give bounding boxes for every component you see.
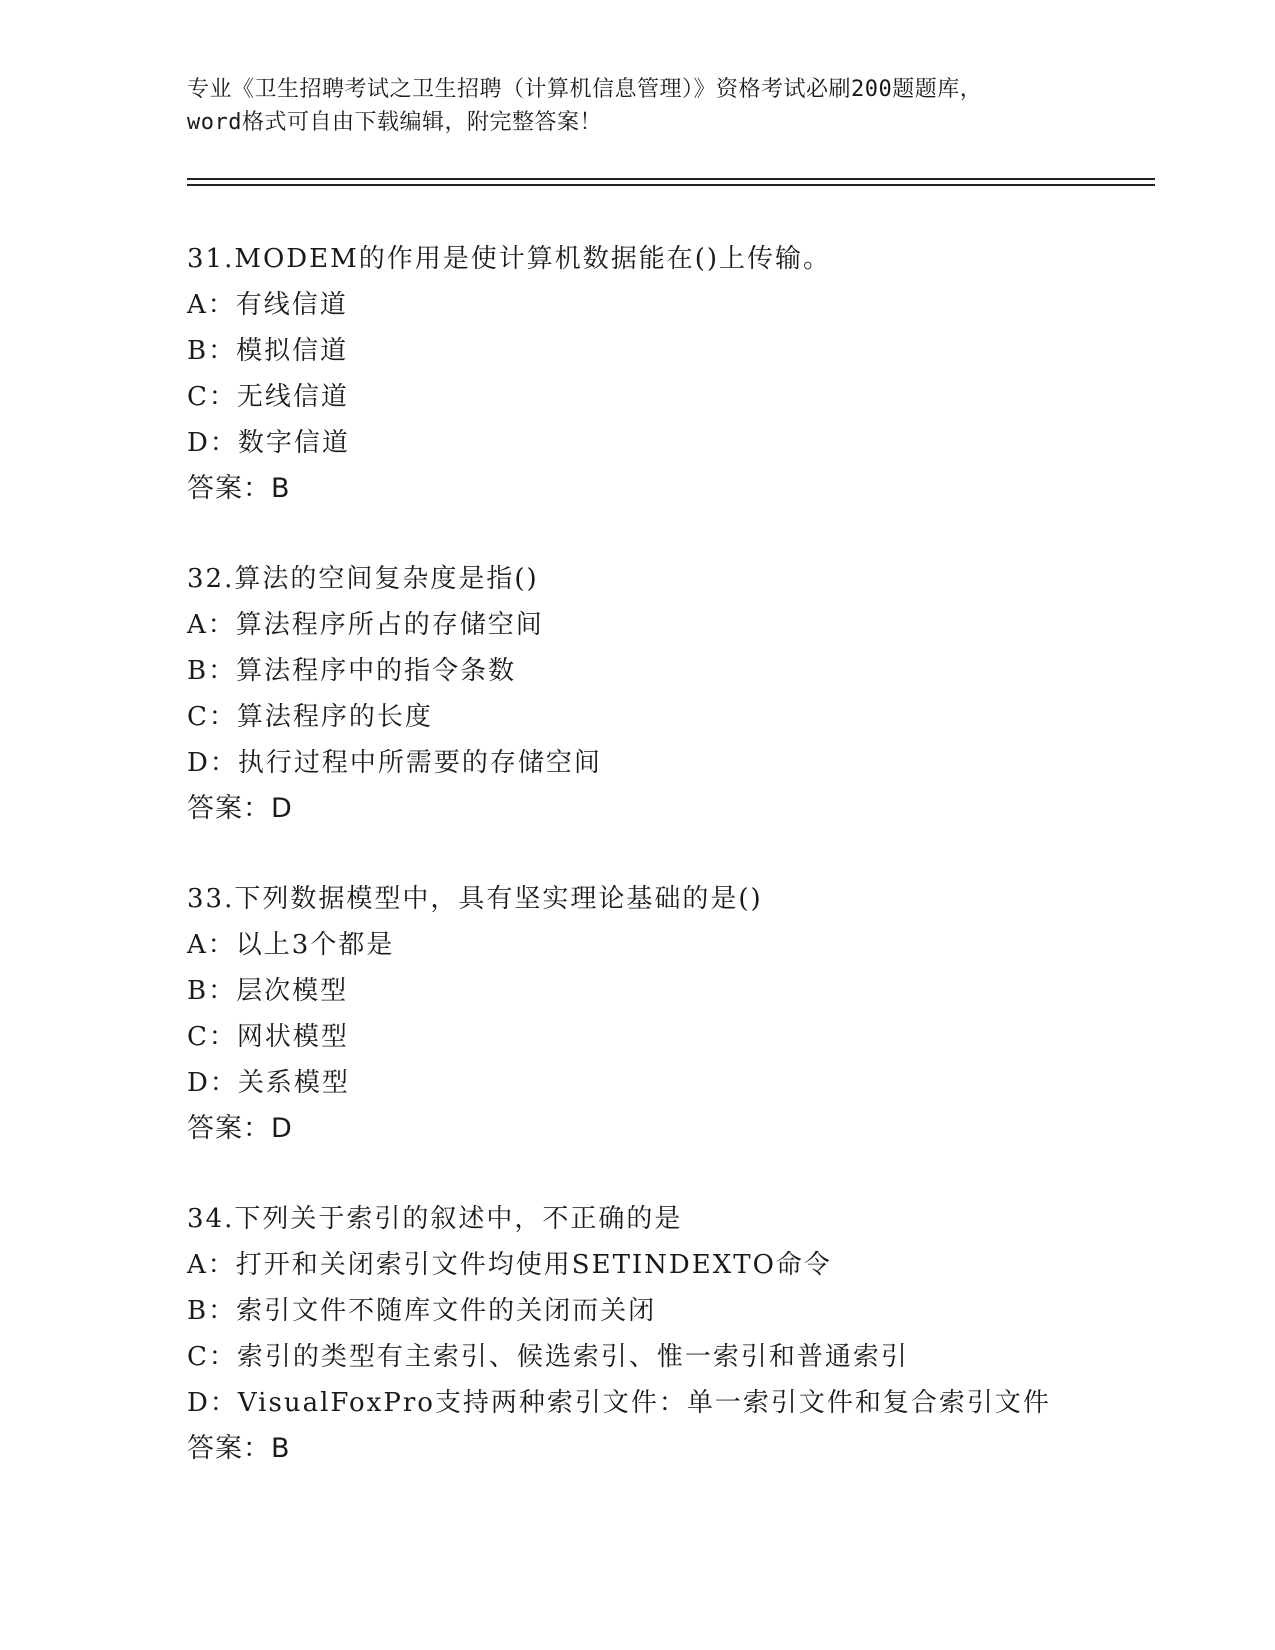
header-line-2: word格式可自由下载编辑，附完整答案！ <box>187 110 602 135</box>
document-header <box>187 73 1087 139</box>
option-b: B：索引文件不随库文件的关闭而关闭 <box>187 1296 657 1326</box>
question-stem: 31.MODEM的作用是使计算机数据能在()上传输。 <box>187 244 832 274</box>
header-divider-bottom <box>187 184 1155 186</box>
question-stem: 32.算法的空间复杂度是指() <box>187 564 539 594</box>
option-a: A：打开和关闭索引文件均使用SETINDEXTO命令 <box>187 1250 832 1280</box>
option-b: B：层次模型 <box>187 976 349 1006</box>
option-c: C：索引的类型有主索引、候选索引、惟一索引和普通索引 <box>187 1342 909 1372</box>
answer-line: 答案：D <box>187 1113 293 1144</box>
question-33 <box>187 876 1187 1152</box>
header-divider-top <box>187 178 1155 180</box>
question-34 <box>187 1196 1187 1472</box>
option-d: D：VisualFoxPro支持两种索引文件：单一索引文件和复合索引文件 <box>187 1388 1051 1418</box>
option-a: A：算法程序所占的存储空间 <box>187 610 544 640</box>
answer-line: 答案：D <box>187 793 293 824</box>
option-b: B：模拟信道 <box>187 336 349 366</box>
question-32 <box>187 556 1187 832</box>
question-stem: 33.下列数据模型中，具有坚实理论基础的是() <box>187 884 763 914</box>
option-c: C：无线信道 <box>187 382 349 412</box>
answer-line: 答案：B <box>187 1433 291 1464</box>
option-d: D：执行过程中所需要的存储空间 <box>187 748 602 778</box>
option-d: D：关系模型 <box>187 1068 350 1098</box>
option-d: D：数字信道 <box>187 428 350 458</box>
option-c: C：算法程序的长度 <box>187 702 433 732</box>
option-a: A：有线信道 <box>187 290 348 320</box>
question-stem: 34.下列关于索引的叙述中，不正确的是 <box>187 1204 683 1234</box>
header-line-1: 专业《卫生招聘考试之卫生招聘（计算机信息管理）》资格考试必刷200题题库， <box>187 77 983 102</box>
question-31 <box>187 236 1187 512</box>
option-a: A：以上3个都是 <box>187 930 395 960</box>
answer-line: 答案：B <box>187 473 291 504</box>
option-b: B：算法程序中的指令条数 <box>187 656 517 686</box>
option-c: C：网状模型 <box>187 1022 349 1052</box>
